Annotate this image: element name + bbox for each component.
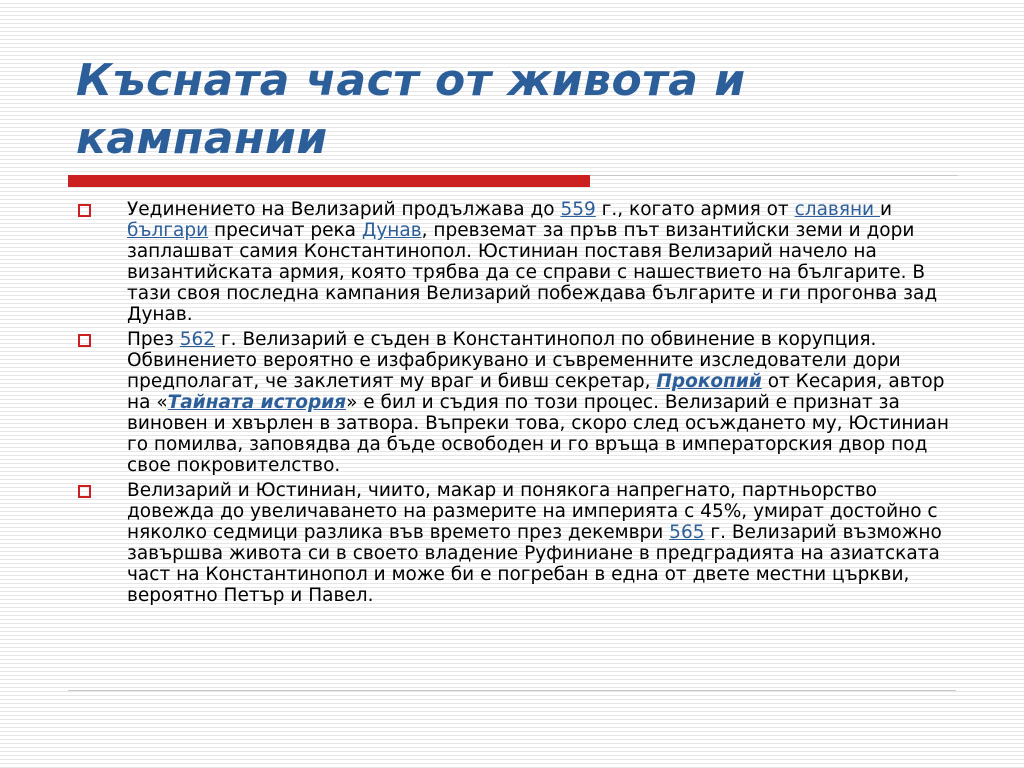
bullet-1-text-3: и: [879, 199, 892, 220]
bullet-item-3: [76, 480, 966, 606]
link-secret-history[interactable]: Тайната история: [167, 392, 347, 413]
bullet-list: [76, 199, 966, 610]
bullet-2-text-3: от Кесария, автор на «: [127, 371, 945, 413]
link-procopius[interactable]: Прокопий: [656, 371, 762, 392]
bullet-2-text-4: » е бил и съдия по този процес. Велизарий е признат за виновен и хвърлен в затвора. Въпреки това, скоро след осъждането му, Юстиниан го помилва, заповядва да бъде освободен и го връща в императорския двор под свое покровителство.: [127, 392, 949, 476]
bullet-3-text-1: Велизарий и Юстиниан, чиито, макар и понякога напрегнато, партньорство довежда до увеличаването на размерите на империята с 45%, умират достойно с няколко седмици разлика във времето през декември: [127, 480, 938, 543]
bullet-item-1: [76, 199, 966, 325]
link-559[interactable]: 559: [560, 199, 596, 220]
bullet-2-text-2: г. Велизарий е съден в Константинопол по обвинение в корупция. Обвинението вероятно е изфабрикувано и съвременните изследователи дори предполагат, че заклетият му враг и бивш секретар,: [127, 329, 901, 392]
link-562[interactable]: 562: [179, 329, 216, 350]
link-565[interactable]: 565: [669, 522, 705, 543]
link-slavs[interactable]: славяни: [794, 199, 880, 220]
square-bullet-icon: [78, 334, 91, 347]
slide-title-line-2: кампании: [76, 113, 328, 164]
link-bulgars[interactable]: българи: [127, 220, 209, 241]
slide-title: [76, 52, 936, 168]
bullet-item-2: [76, 329, 966, 476]
square-bullet-icon: [78, 204, 91, 217]
bullet-1-text-5: , превземат за пръв път византийски земи и дори заплашват самия Константинопол. Юстиниан поставя Велизарий начело на византийската армия, която трябва да се справи с нашествието на българите. В тази своя последна кампания Велизарий побеждава българите и ги прогонва зад Дунав.: [127, 220, 938, 325]
title-underline-thin-line: [590, 175, 958, 176]
bullet-3-text-2: г. Велизарий възможно завършва живота си в своето владение Руфиниане в предградията на азиатската част на Константинопол и може би е погребан в една от двете местни църкви, вероятно Петър и Павел.: [127, 522, 942, 606]
title-underline-red-bar: [68, 175, 590, 187]
square-bullet-icon: [78, 485, 91, 498]
slide-title-line-1: Късната част от живота и: [76, 55, 746, 106]
bullet-1-text-4: пресичат река: [208, 220, 362, 241]
bullet-1-text-2: г., когато армия от: [595, 199, 795, 220]
footer-divider-line: [68, 690, 956, 691]
bullet-1-text-1: Уединението на Велизарий продължава до: [127, 199, 561, 220]
bullet-2-text-1: През: [127, 329, 180, 350]
link-danube[interactable]: Дунав: [361, 220, 422, 241]
